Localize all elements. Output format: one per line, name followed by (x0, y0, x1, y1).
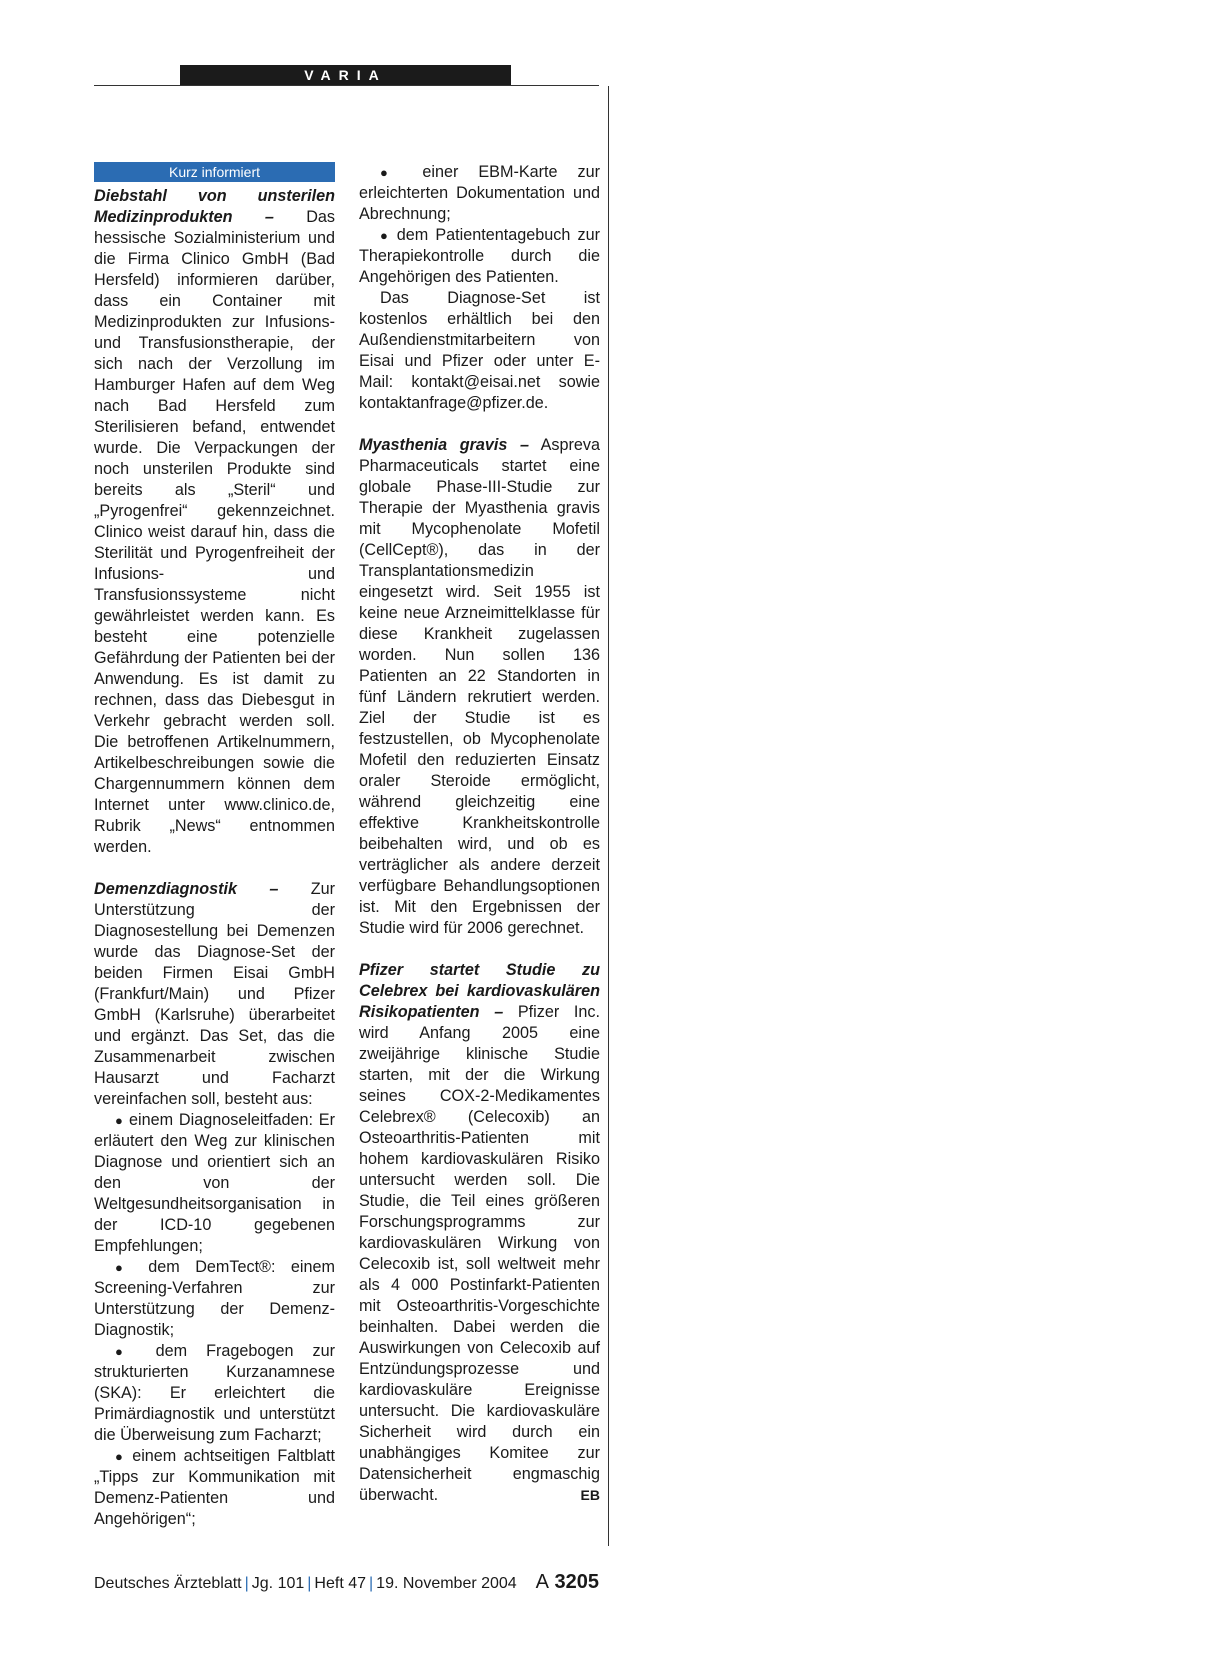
right-column (359, 162, 600, 1506)
headline-pfizer: Pfizer startet Studie zu Celebrex bei kardiovaskulären Risikopatienten – (359, 961, 600, 1021)
list-item: ● einem achtseitigen Faltblatt „Tipps zur Kommunikation mit Demenz-Patienten und Angehörigen“; (94, 1446, 335, 1530)
article-demenz (94, 879, 335, 1110)
page-number-value: 3205 (554, 1571, 599, 1593)
list-item: ● einem Diagnoseleitfaden: Er erläutert den Weg zur klinischen Diagnose und orientiert sich an den von der Weltgesundheitsorganisation in der ICD-10 gegebenen Empfehlungen; (94, 1110, 335, 1257)
body-demenz: Zur Unterstützung der Diagnosestellung bei Demenzen wurde das Diagnose-Set der beiden Firmen Eisai GmbH (Frankfurt/Main) und Pfizer GmbH (Karlsruhe) überarbeitet und ergänzt. Das Set, das die Zusammenarbeit zwischen Hausarzt und Facharzt vereinfachen soll, besteht aus: (94, 880, 335, 1108)
list-item: ● dem Fragebogen zur strukturierten Kurzanamnese (SKA): Er erleichtert die Primärdiagnostik und unterstützt die Überweisung zum Facharzt; (94, 1341, 335, 1446)
body-demenz-closing: Das Diagnose-Set ist kostenlos erhältlich bei den Außendienstmitarbeitern von Eisai und Pfizer oder unter E-Mail: kontakt@eisai.net sowie kontaktanfrage@pfizer.de. (359, 289, 600, 412)
body-diebstahl: Das hessische Sozialministerium und die Firma Clinico GmbH (Bad Hersfeld) informieren darüber, dass ein Container mit Medizinprodukten zur Infusions- und Transfusionstherapie, der sich nach der Verzollung im Hamburger Hafen auf dem Weg nach Bad Hersfeld zum Sterilisieren befand, entwendet wurde. Die Verpackungen der noch unsterilen Produkte sind bereits als „Steril“ und „Pyrogenfrei“ gekennzeichnet. Clinico weist darauf hin, dass die Sterilität und Pyrogenfreiheit der Infusions- und Transfusionssysteme nicht gewährleistet werden kann. Es besteht eine potenzielle Gefährdung der Patienten bei der Anwendung. Es ist damit zu rechnen, dass das Diebesgut in Verkehr gebracht werden soll. Die betroffenen Artikelnummern, Artikelbeschreibungen sowie die Chargennummern können dem Internet unter www.clinico.de, Rubrik „News“ entnommen werden. (94, 208, 335, 856)
box-label: Kurz informiert (94, 162, 335, 182)
headline-demenz: Demenzdiagnostik – (94, 880, 279, 898)
page-number (536, 1570, 599, 1594)
body-myasthenia: Aspreva Pharmaceuticals startet eine globale Phase-III-Studie zur Therapie der Myasthenia gravis mit Mycophenolate Mofetil (CellCept®), das in der Transplantationsmedizin eingesetzt wird. Seit 1955 ist keine neue Arzneimittelklasse für diese Krankheit zugelassen worden. Nun sollen 136 Patienten an 22 Standorten in fünf Ländern rekrutiert werden. Ziel der Studie ist es festzustellen, ob Mycophenolate Mofetil den reduzierten Einsatz oraler Steroide ermöglicht, während gleichzeitig eine effektive Krankheitskontrolle beibehalten wird, und ob es verträglicher als andere derzeit verfügbare Behandlungsoptionen ist. Mit den Ergebnissen der Studie wird für 2006 gerechnet. (359, 436, 600, 937)
article-pfizer (359, 960, 600, 1506)
headline-myasthenia: Myasthenia gravis – (359, 436, 529, 454)
footer-separator: | (244, 1575, 249, 1592)
page-footer (94, 1572, 599, 1596)
list-item: ● dem DemTect®: einem Screening-Verfahren zur Unterstützung der Demenz-Diagnostik; (94, 1257, 335, 1341)
issue-date: 19. November 2004 (376, 1575, 517, 1592)
column-rule (608, 86, 609, 1546)
list-item: ● dem Patiententagebuch zur Therapiekontrolle durch die Angehörigen des Patienten. (359, 225, 600, 288)
body-pfizer: Pfizer Inc. wird Anfang 2005 eine zweijährige klinische Studie starten, mit der die Wirkung seines COX-2-Medikamentes Celebrex® (Celecoxib) an Osteoarthritis-Patienten mit hohem kardiovaskulären Risiko untersucht werden soll. Die Studie, die Teil eines größeren Forschungsprogramms zur kardiovaskulären Wirkung von Celecoxib ist, soll weltweit mehr als 4 000 Postinfarkt-Patienten mit Osteoarthritis-Vorgeschichte beinhalten. Dabei werden die Auswirkungen von Celecoxib auf Entzündungsprozesse und kardiovaskuläre Ereignisse untersucht. Die kardiovaskuläre Sicherheit wird durch ein unabhängiges Komitee zur Datensicherheit engmaschig überwacht. (359, 1003, 601, 1504)
left-column (94, 162, 335, 1530)
journal-issue: Heft 47 (314, 1575, 367, 1592)
list-item: ● einer EBM-Karte zur erleichterten Dokumentation und Abrechnung; (359, 162, 600, 225)
footer-separator: | (307, 1575, 312, 1592)
section-header: VARIA (180, 65, 511, 86)
footer-separator: | (369, 1575, 374, 1592)
article-diebstahl (94, 186, 335, 858)
article-myasthenia (359, 435, 600, 939)
top-rule (94, 85, 599, 86)
journal-volume: Jg. 101 (251, 1575, 305, 1592)
journal-name: Deutsches Ärzteblatt (94, 1575, 242, 1592)
author-initials: EB (580, 1487, 600, 1503)
page-prefix: A (535, 1571, 549, 1593)
headline-diebstahl: Diebstahl von unsterilen Medizinprodukten – (94, 187, 335, 226)
